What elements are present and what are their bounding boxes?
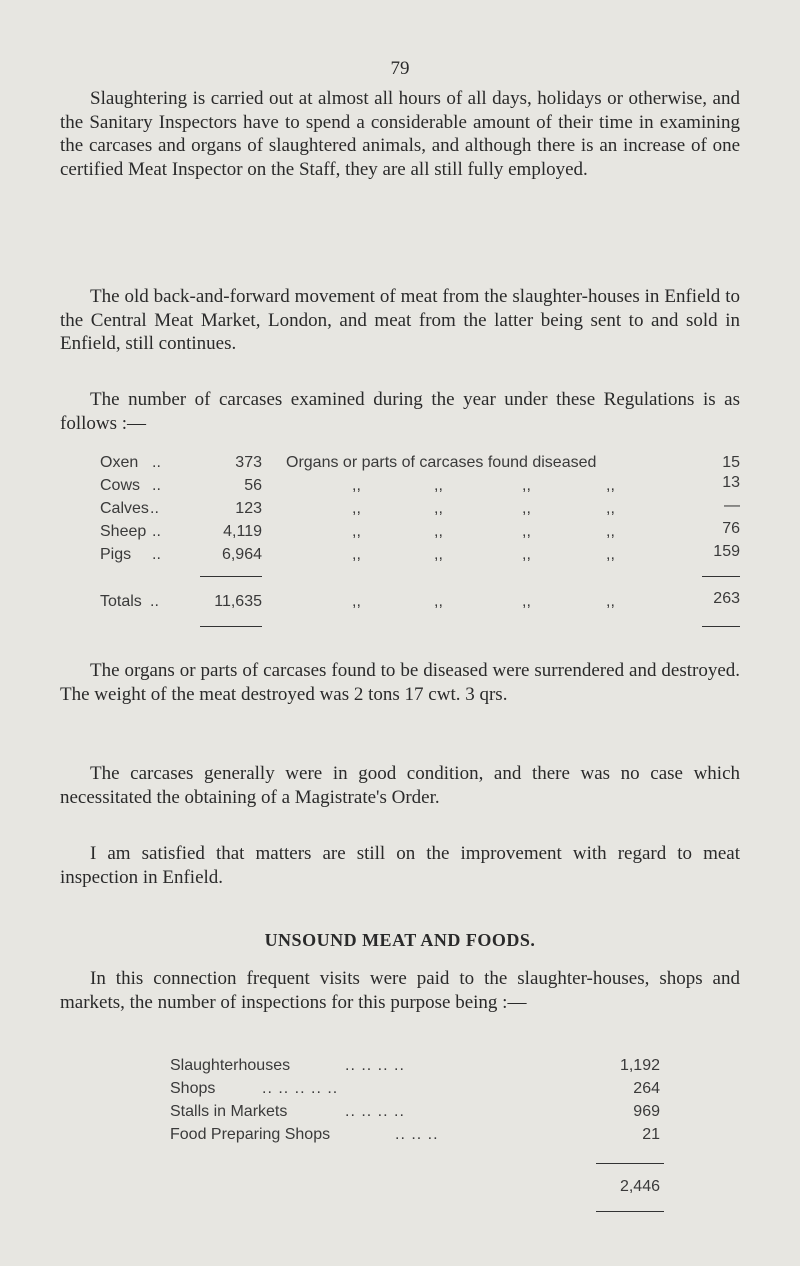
carcase-leader: .. xyxy=(152,523,161,540)
carcase-leader: .. xyxy=(150,500,159,517)
ditto-mark: ,, xyxy=(434,546,443,563)
inspection-place: Shops xyxy=(170,1080,216,1097)
carcase-animal: Cows xyxy=(100,477,141,494)
totals-diseased: 263 xyxy=(713,590,740,607)
ditto-mark: ,, xyxy=(434,500,443,517)
ditto-mark: ,, xyxy=(352,523,361,540)
carcase-diseased: 15 xyxy=(722,454,740,471)
dot-leader: .. .. .. xyxy=(395,1126,439,1143)
paragraph-slaughtering: Slaughtering is carried out at almost all hours of all days, holidays or otherwise, and the Sanitary Inspectors have to spend a considerable amount of their time in examining the carcases and organs of slaughtered animals, and although there is an increase of one certified Meat Inspector on the Staff, they are all still fully employed. xyxy=(60,88,740,180)
inspection-count: 969 xyxy=(633,1103,660,1120)
ditto-mark: ,, xyxy=(352,546,361,563)
carcase-animal: Calves xyxy=(100,500,149,517)
total-rule xyxy=(596,1211,664,1212)
ditto-mark: ,, xyxy=(434,593,443,610)
carcase-count: 123 xyxy=(235,500,262,517)
inspection-place: Slaughterhouses xyxy=(170,1057,291,1074)
subtotal-rule xyxy=(200,576,262,577)
dot-leader: .. .. .. .. .. xyxy=(262,1080,339,1097)
carcase-diseased: 159 xyxy=(713,543,740,560)
ditto-mark: ,, xyxy=(522,477,531,494)
carcase-animal: Pigs xyxy=(100,546,132,563)
ditto-mark: ,, xyxy=(434,523,443,540)
totals-count: 11,635 xyxy=(214,593,262,610)
carcase-leader: .. xyxy=(152,546,161,563)
inspections-total: 2,446 xyxy=(619,1178,660,1195)
inspection-count: 264 xyxy=(633,1080,660,1097)
paragraph-condition: The carcases generally were in good condition, and there was no case which necessitated the obtaining of a Magistrate's Order. xyxy=(60,763,740,808)
ditto-mark: ,, xyxy=(606,523,615,540)
carcase-count: 4,119 xyxy=(223,523,262,540)
carcase-count: 56 xyxy=(244,477,262,494)
ditto-mark: ,, xyxy=(522,593,531,610)
paragraph-meat-movement: The old back-and-forward movement of meat from the slaughter-houses in Enfield to the Central Meat Market, London, and meat from the latter being sent to and sold in Enfield, still continues. xyxy=(60,286,740,354)
paragraph-satisfied: I am satisfied that matters are still on the improvement with regard to meat inspection in Enfield. xyxy=(60,843,740,888)
page-number: 79 xyxy=(390,58,410,79)
ditto-mark: ,, xyxy=(352,500,361,517)
carcase-leader: .. xyxy=(152,477,161,494)
dot-leader: .. .. .. .. xyxy=(345,1103,405,1120)
ditto-mark: ,, xyxy=(606,500,615,517)
carcase-count: 373 xyxy=(235,454,262,471)
carcase-diseased: 76 xyxy=(722,520,740,537)
carcase-count: 6,964 xyxy=(221,546,262,563)
ditto-mark: ,, xyxy=(606,546,615,563)
carcase-description: Organs or parts of carcases found diseased xyxy=(286,454,597,471)
paragraph-surrendered: The organs or parts of carcases found to be diseased were surrendered and destroyed. The weight of the meat destroyed was 2 tons 17 cwt. 3 qrs. xyxy=(60,660,740,705)
ditto-mark: ,, xyxy=(352,593,361,610)
section-heading: UNSOUND MEAT AND FOODS. xyxy=(264,930,536,950)
ditto-mark: ,, xyxy=(522,546,531,563)
ditto-mark: ,, xyxy=(352,477,361,494)
ditto-mark: ,, xyxy=(522,500,531,517)
ditto-mark: ,, xyxy=(606,477,615,494)
total-rule xyxy=(200,626,262,627)
carcase-diseased: 13 xyxy=(722,474,740,491)
totals-label: Totals xyxy=(100,593,142,610)
dot-leader: .. .. .. .. xyxy=(345,1057,405,1074)
paragraph-inspections: In this connection frequent visits were paid to the slaughter-houses, shops and markets, the number of inspections for this purpose being :— xyxy=(60,968,740,1013)
ditto-mark: ,, xyxy=(434,477,443,494)
inspection-count: 21 xyxy=(642,1126,660,1143)
subtotal-rule xyxy=(596,1163,664,1164)
paragraph-carcases-intro: The number of carcases examined during the year under these Regulations is as follows :— xyxy=(60,389,740,434)
subtotal-rule xyxy=(702,576,740,577)
carcase-leader: .. xyxy=(152,454,161,471)
carcase-animal: Oxen xyxy=(100,454,139,471)
ditto-mark: ,, xyxy=(606,593,615,610)
inspection-count: 1,192 xyxy=(619,1057,660,1074)
carcase-animal: Sheep xyxy=(100,523,147,540)
ditto-mark: ,, xyxy=(522,523,531,540)
carcase-leader: .. xyxy=(150,593,159,610)
inspection-place: Stalls in Markets xyxy=(170,1103,288,1120)
total-rule xyxy=(702,626,740,627)
inspection-place: Food Preparing Shops xyxy=(170,1126,331,1143)
carcase-diseased: — xyxy=(724,497,740,514)
